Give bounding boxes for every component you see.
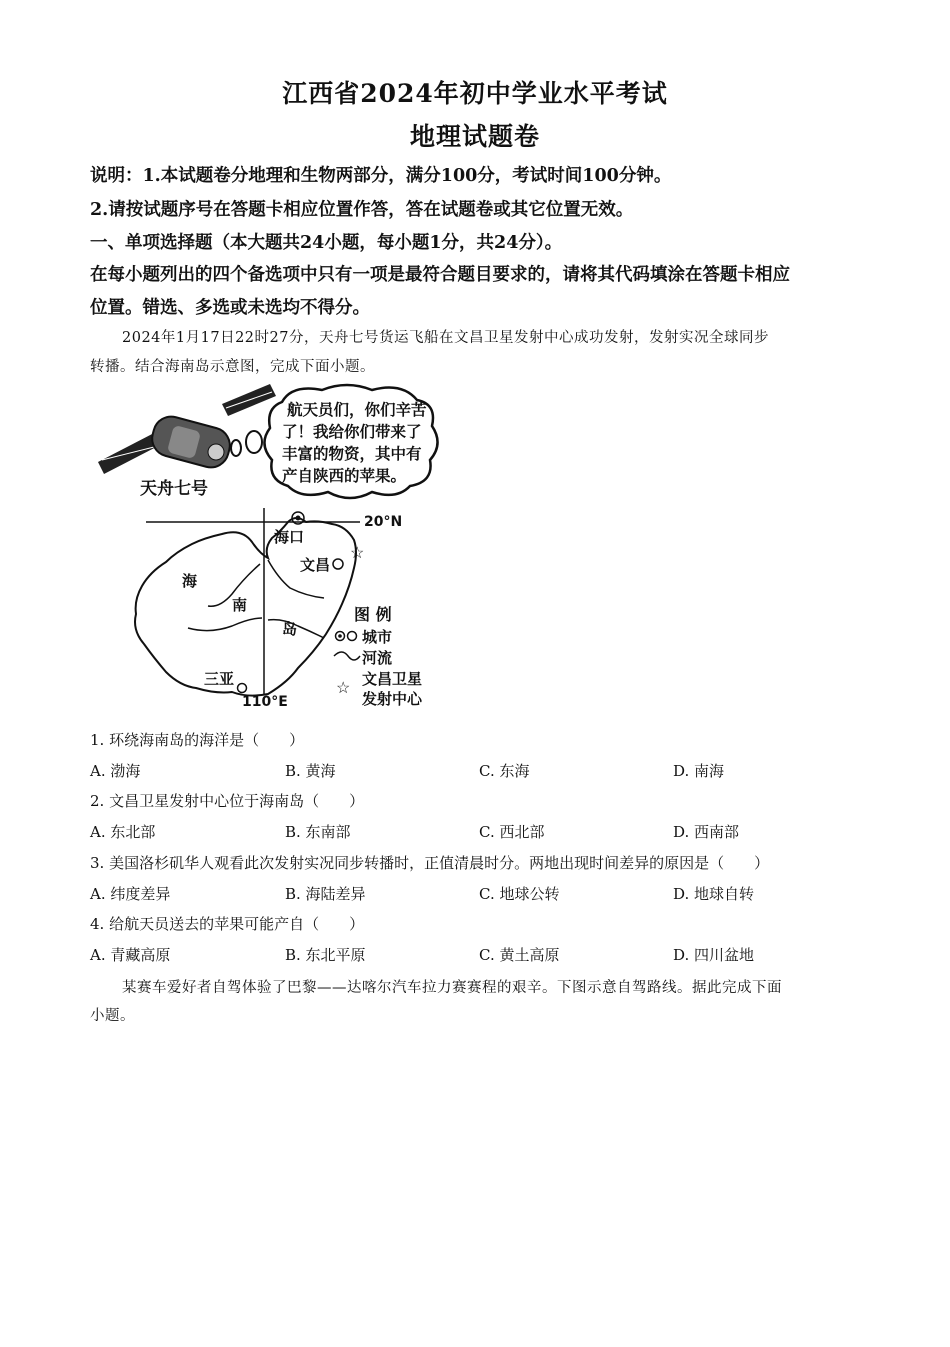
- passage-1-line-2: 转播。结合海南岛示意图，完成下面小题。: [90, 359, 375, 375]
- legend-river-icon: [334, 652, 360, 660]
- question-3: 3. 美国洛杉矶华人观看此次发射实况同步转播时，正值清晨时分。两地出现时间差异的原因是（ ）: [90, 854, 770, 872]
- passage-2-line-1: 某赛车爱好者自驾体验了巴黎——达喀尔汽车拉力赛赛程的艰辛。下图示意自驾路线。据此完成下面: [122, 980, 782, 996]
- question-2-options: [90, 821, 870, 843]
- question-2: 2. 文昌卫星发射中心位于海南岛（ ）: [90, 792, 365, 810]
- section-heading: 一、单项选择题（本大题共24小题，每小题1分，共24分）。: [90, 233, 563, 253]
- q2-option-b[interactable]: B. 东南部: [285, 823, 351, 841]
- q3-option-a[interactable]: A. 纬度差异: [90, 885, 171, 903]
- q4-option-a[interactable]: A. 青藏高原: [90, 946, 171, 964]
- river: [188, 618, 262, 631]
- speech-line-4: 产自陕西的苹果。: [282, 467, 407, 485]
- speech-line-3: 丰富的物资，其中有: [282, 445, 422, 463]
- legend-river-label: 河流: [362, 649, 393, 667]
- q2-option-a[interactable]: A. 东北部: [90, 823, 156, 841]
- question-4-options: [90, 944, 870, 966]
- wenchang-city-icon: [333, 559, 343, 569]
- instruction-line-2: 2.请按试题序号在答题卡相应位置作答，答在试题卷或其它位置无效。: [90, 200, 634, 220]
- q2-option-c[interactable]: C. 西北部: [479, 823, 545, 841]
- spacecraft-icon: [98, 384, 276, 474]
- island-char-3: 岛: [282, 620, 298, 638]
- city-haikou: 海口: [274, 528, 305, 546]
- hainan-figure: [92, 382, 452, 716]
- legend-launch-line-2: 发射中心: [362, 690, 423, 708]
- q4-option-c[interactable]: C. 黄土高原: [479, 946, 560, 964]
- question-3-options: [90, 883, 870, 905]
- legend-city-label: 城市: [362, 628, 393, 646]
- sanya-city-icon: [238, 684, 247, 693]
- rule-line-1: 在每小题列出的四个备选项中只有一项是最符合题目要求的，请将其代码填涂在答题卡相应: [90, 265, 790, 285]
- q4-option-b[interactable]: B. 东北平原: [285, 946, 366, 964]
- q3-option-b[interactable]: B. 海陆差异: [285, 885, 366, 903]
- q1-option-d[interactable]: D. 南海: [673, 762, 725, 780]
- instruction-line-1: 说明：1.本试题卷分地理和生物两部分，满分100分，考试时间100分钟。: [90, 166, 672, 186]
- city-wenchang: 文昌: [300, 556, 331, 574]
- q1-option-a[interactable]: A. 渤海: [90, 762, 141, 780]
- q3-option-c[interactable]: C. 地球公转: [479, 885, 560, 903]
- city-sanya: 三亚: [204, 670, 235, 688]
- question-1: 1. 环绕海南岛的海洋是（ ）: [90, 731, 305, 749]
- exam-subtitle: 地理试题卷: [409, 122, 540, 151]
- rule-line-2: 位置。错选、多选或未选均不得分。: [90, 298, 370, 318]
- latitude-label: 20°N: [364, 514, 403, 530]
- passage-2-line-2: 小题。: [90, 1008, 135, 1024]
- q2-option-d[interactable]: D. 西南部: [673, 823, 740, 841]
- question-4: 4. 给航天员送去的苹果可能产自（ ）: [90, 915, 365, 933]
- q4-option-d[interactable]: D. 四川盆地: [673, 946, 755, 964]
- q1-option-b[interactable]: B. 黄海: [285, 762, 336, 780]
- island-char-1: 海: [182, 572, 198, 590]
- speech-line-1: 航天员们，你们辛苦: [287, 401, 427, 419]
- launch-center-star-icon: ☆: [350, 543, 365, 562]
- island-char-2: 南: [232, 596, 248, 614]
- legend-launch-line-1: 文昌卫星: [362, 670, 423, 688]
- passage-1-line-1: 2024年1月17日22时27分，天舟七号货运飞船在文昌卫星发射中心成功发射，发射实况全球同步: [122, 330, 769, 346]
- spacecraft-label: 天舟七号: [140, 479, 208, 499]
- legend-title: 图 例: [354, 605, 392, 624]
- question-1-options: [90, 760, 870, 782]
- speech-line-2: 了！我给你们带来了: [282, 423, 422, 441]
- legend-star-icon: ☆: [336, 678, 351, 697]
- longitude-label: 110°E: [242, 694, 288, 710]
- q3-option-d[interactable]: D. 地球自转: [673, 885, 755, 903]
- q1-option-c[interactable]: C. 东海: [479, 762, 530, 780]
- exam-title: 江西省2024年初中学业水平考试: [282, 79, 668, 108]
